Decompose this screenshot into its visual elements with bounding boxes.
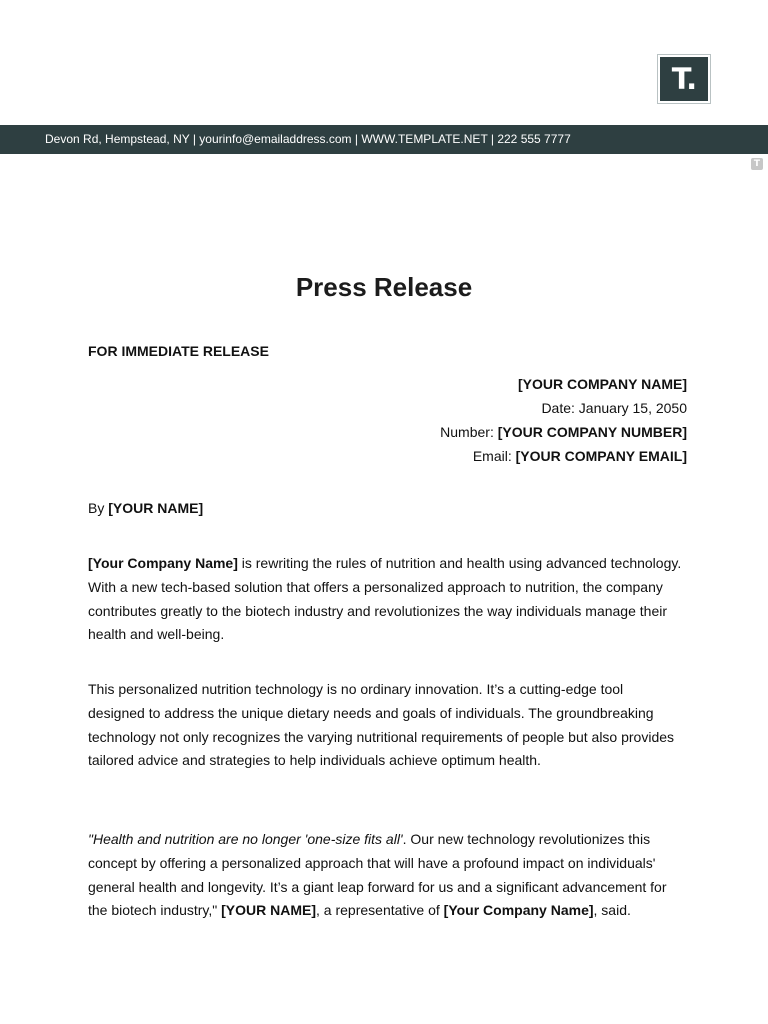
template-badge-icon: T — [751, 158, 763, 170]
meta-company-name: [YOUR COMPANY NAME] — [517, 376, 687, 392]
meta-number: Number: [YOUR COMPANY NUMBER] — [440, 424, 687, 440]
contact-bar: Devon Rd, Hempstead, NY | yourinfo@emailaddress.com | WWW.TEMPLATE.NET | 222 555 7777 — [0, 125, 768, 154]
template-logo — [657, 54, 711, 104]
logo-mark: T. — [660, 57, 708, 101]
meta-email: Email: [YOUR COMPANY EMAIL] — [472, 448, 687, 464]
paragraph-technology: This personalized nutrition technology is no ordinary innovation. It’s a cutting-edge tool designed to address the unique dietary needs and goals of individuals. The groundbreaking technology not only recognizes the varying nutritional requirements of people but also provides tailored advice and strategies to help individuals achieve optimum health. — [88, 681, 675, 769]
byline: By [YOUR NAME] — [88, 500, 204, 516]
release-notice: FOR IMMEDIATE RELEASE — [88, 343, 269, 359]
author-name: [YOUR NAME] — [108, 500, 204, 516]
paragraph-quote: "Health and nutrition are no longer 'one-size fits all'. Our new technology revolutionizes this concept by offering a personalized approach that will have a profound impact on individuals' general health and longevity. It’s a giant leap forward for us and a significant advancement for the biotech industry," [YOUR NAME], a representative of [Your Company Name], said. — [88, 831, 667, 919]
meta-date: Date: January 15, 2050 — [541, 400, 687, 416]
paragraph-intro: [Your Company Name] is rewriting the rules of nutrition and health using advanced technology. With a new tech-based solution that offers a personalized approach to nutrition, the company contributes greatly to the biotech industry and revolutionizes the way individuals manage their health and well-being. — [88, 555, 682, 643]
company-meta-block — [440, 372, 687, 468]
page-title: Press Release — [295, 272, 473, 302]
